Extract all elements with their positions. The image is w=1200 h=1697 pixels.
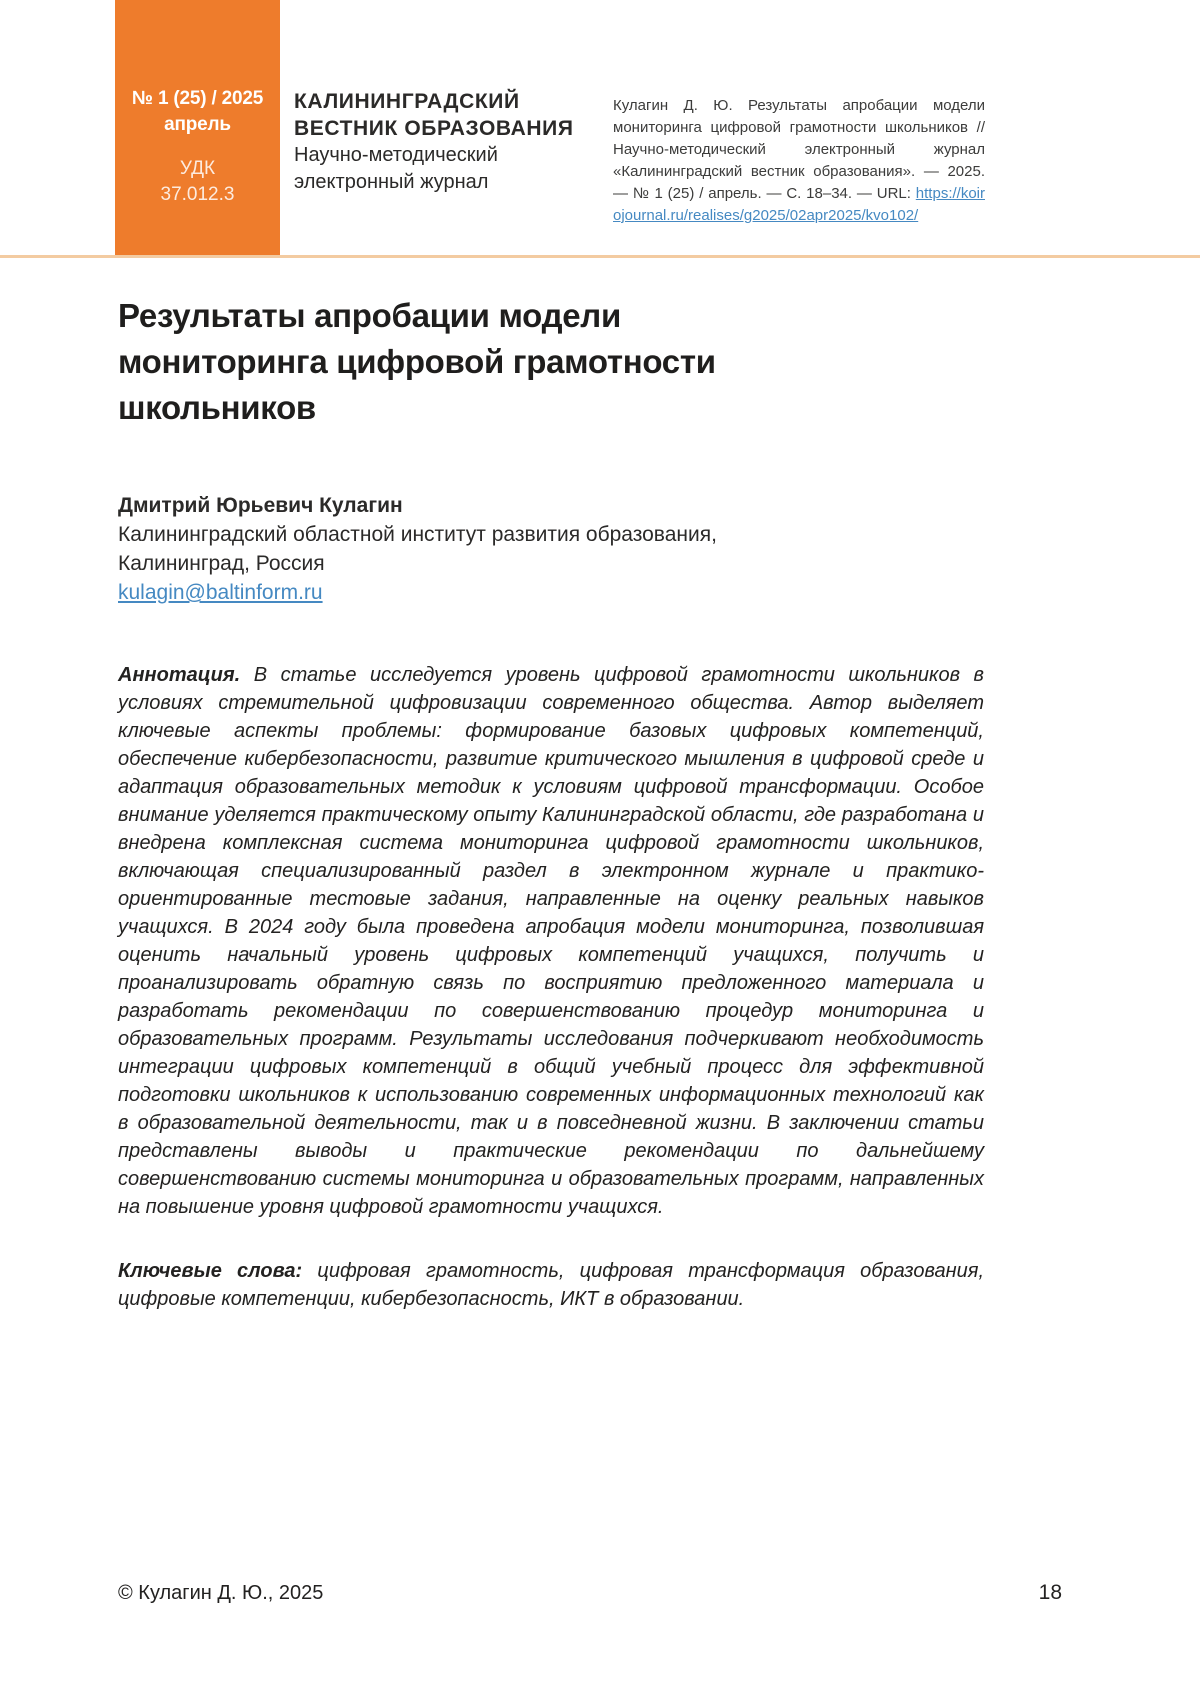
page-number: 18 (1038, 1581, 1062, 1604)
article-title: Результаты апробации модели мониторинга цифровой грамотности школьников (118, 297, 716, 426)
citation-text: Кулагин Д. Ю. Результаты апробации модели мониторинга цифровой грамотности школьников // Научно-методический электронный журнал «Калининградский вестник образования». — 2025. — № 1 (25) / апрель. — С. 18–34. — URL: (613, 97, 985, 202)
keywords-paragraph (118, 1257, 984, 1313)
author-name: Дмитрий Юрьевич Кулагин (118, 494, 403, 517)
keywords-text: цифровая грамотность, цифровая трансформация образования, цифровые компетенции, кибербезопасность, ИКТ в образовании. (118, 1260, 984, 1310)
keywords-label: Ключевые слова: (118, 1260, 303, 1282)
journal-name-line2: ВЕСТНИК ОБРАЗОВАНИЯ (294, 117, 574, 140)
article-content (118, 255, 984, 1313)
journal-subtitle-line1: Научно-методический (294, 144, 498, 166)
author-email-link[interactable]: kulagin@baltinform.ru (118, 581, 323, 604)
udc-label: УДК (179, 158, 216, 179)
author-affiliation: Калининградский областной институт развития образования, (118, 523, 717, 546)
issue-box (115, 0, 280, 255)
copyright-notice: © Кулагин Д. Ю., 2025 (118, 1582, 324, 1604)
journal-subtitle-line2: электронный журнал (294, 171, 489, 193)
udc-value: 37.012.3 (160, 184, 235, 205)
abstract-text: В статье исследуется уровень цифровой грамотности школьников в условиях стремительной цифровизации современного общества. Автор выделяет ключевые аспекты проблемы: формирование базовых цифровых компетенций, обеспечение кибербезопасности, развитие критического мышления в цифровой среде и адаптация образовательных методик к условиям цифровой трансформации. Особое внимание уделяется практическому опыту Калининградской области, где разработана и внедрена комплексная система мониторинга цифровой грамотности школьников, включающая специализированный раздел в электронном журнале и практико-ориентированные тестовые задания, направленные на оценку реальных навыков учащихся. В 2024 году была проведена апробация модели мониторинга, позволившая оценить начальный уровень цифровых компетенций учащихся, получить и проанализировать обратную связь по восприятию предложенного материала и разработать рекомендации по совершенствованию процедур мониторинга и образовательных программ. Результаты исследования подчеркивают необходимость интеграции цифровых компетенций в общий учебный процесс для эффективной подготовки школьников к использованию современных информационных технологий как в образовательной деятельности, так и в повседневной жизни. В заключении статьи представлены выводы и практические рекомендации по дальнейшему совершенствованию системы мониторинга и образовательных программ, направленных на повышение уровня цифровой грамотности учащихся. (118, 664, 984, 1218)
citation-block (613, 95, 985, 227)
abstract-paragraph (118, 661, 984, 1221)
author-block (118, 491, 984, 607)
issue-number: № 1 (25) / 2025 (131, 88, 264, 109)
author-email-row (118, 578, 984, 607)
page-footer (118, 1580, 1062, 1606)
abstract-label: Аннотация. (118, 664, 241, 686)
journal-name-line1: КАЛИНИНГРАДСКИЙ (294, 90, 520, 113)
citation-url-link[interactable]: https://koirojournal.ru/realises/g2025/02apr2025/kvo102/ (613, 185, 985, 224)
author-location: Калининград, Россия (118, 552, 325, 575)
issue-month: апрель (164, 114, 231, 135)
journal-title-block (294, 88, 574, 196)
